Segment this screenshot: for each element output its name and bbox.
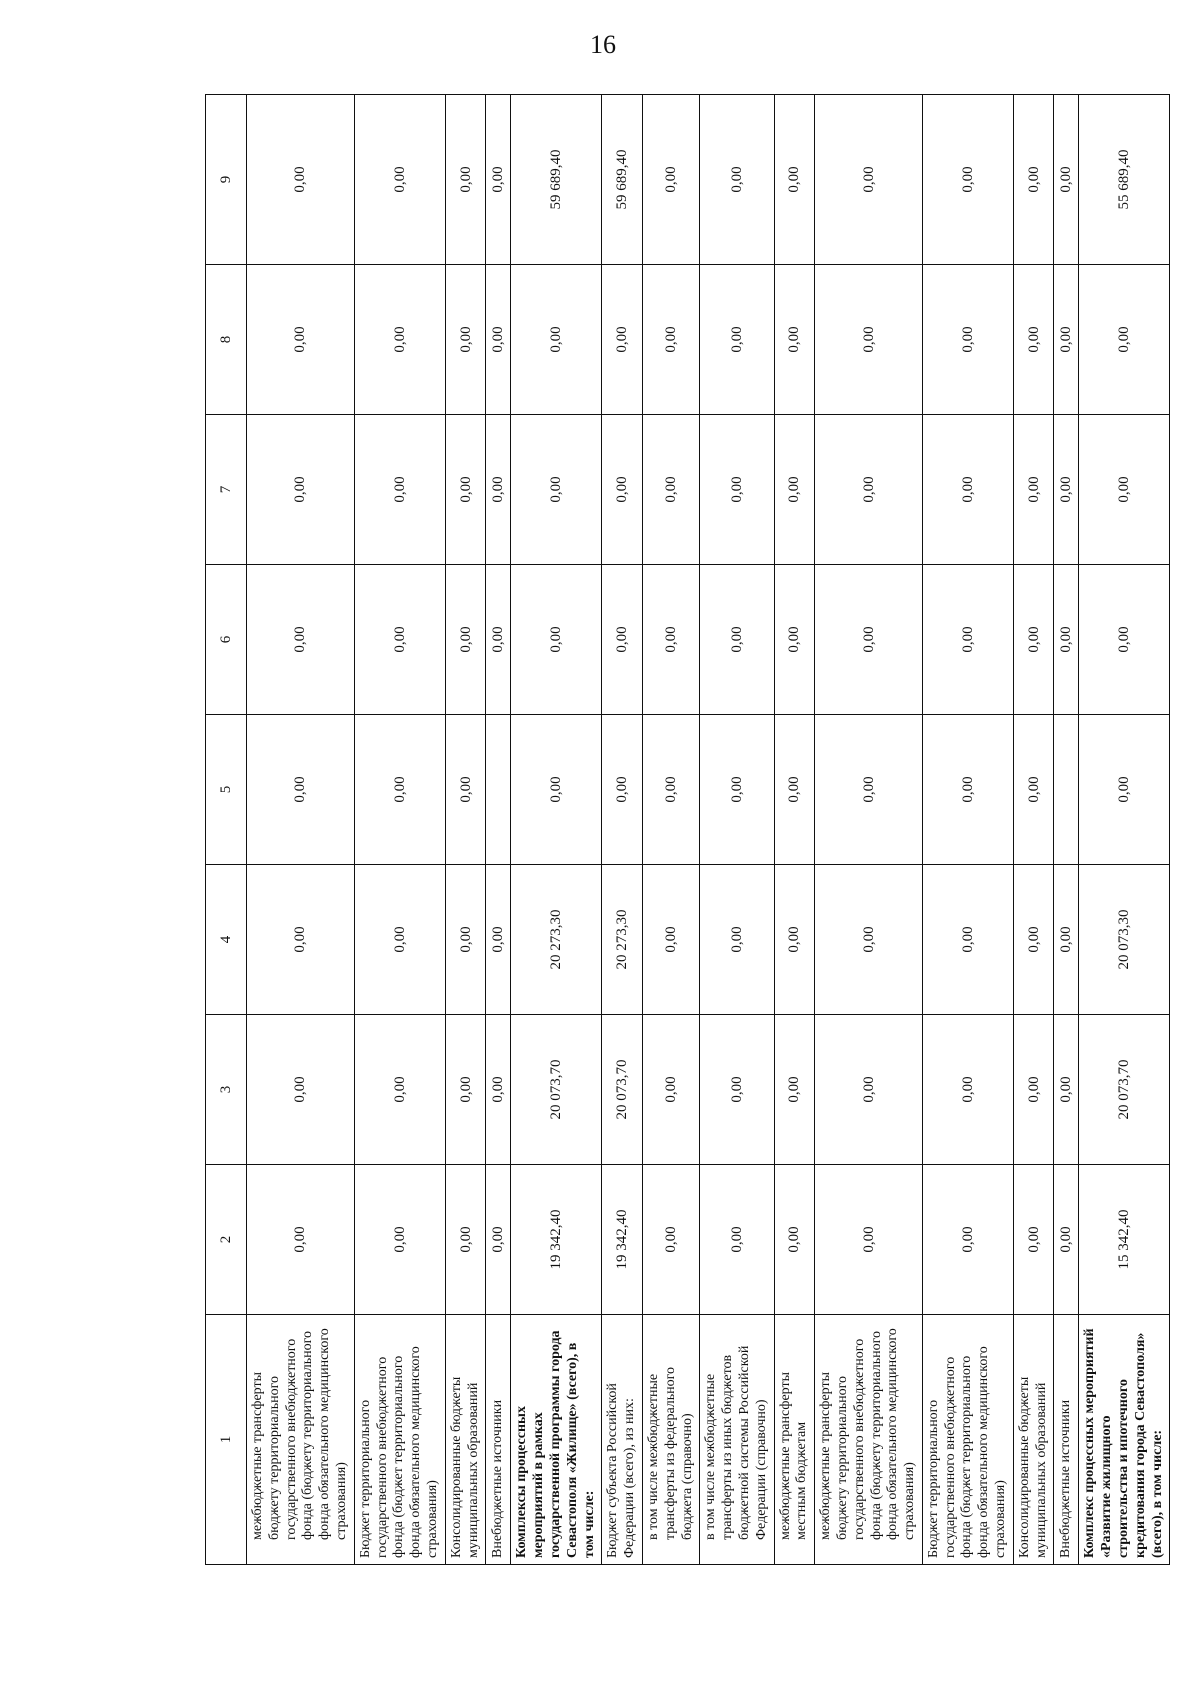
value-cell: 0,00: [247, 565, 355, 715]
value-cell: 0,00: [247, 265, 355, 415]
row-label: Комплексы процессных мероприятий в рамках государственной программы города Севастополя «Жилище» (всего), в том числе:: [511, 1315, 602, 1565]
value-cell: 0,00: [1013, 565, 1054, 715]
row-label: Консолидированные бюджеты муниципальных образований: [445, 1315, 486, 1565]
value-cell: 0,00: [922, 715, 1013, 865]
value-cell: 0,00: [445, 95, 486, 265]
value-cell: 0,00: [445, 415, 486, 565]
row-label: Бюджет территориального государственного внебюджетного фонда (бюджет территориального фонда обязательного медицинского страхования): [922, 1315, 1013, 1565]
value-cell: 0,00: [774, 95, 815, 265]
value-cell: 0,00: [700, 1015, 774, 1165]
table-row: [354, 95, 445, 1565]
value-cell: 0,00: [774, 715, 815, 865]
value-cell: 0,00: [247, 715, 355, 865]
value-cell: 0,00: [815, 1165, 923, 1315]
value-cell: 0,00: [922, 865, 1013, 1015]
value-cell: 0,00: [922, 1165, 1013, 1315]
value-cell: 0,00: [642, 265, 699, 415]
table-row: [700, 95, 774, 1565]
value-cell: 0,00: [486, 565, 511, 715]
value-cell: 0,00: [1013, 865, 1054, 1015]
row-label: в том числе межбюджетные трансферты из федерального бюджета (справочно): [642, 1315, 699, 1565]
value-cell: 0,00: [642, 1165, 699, 1315]
value-cell: 0,00: [922, 415, 1013, 565]
value-cell: 0,00: [354, 1015, 445, 1165]
value-cell: 0,00: [486, 415, 511, 565]
value-cell: 0,00: [511, 415, 602, 565]
table-row: [922, 95, 1013, 1565]
table-row: [247, 95, 355, 1565]
column-header-7: 7: [206, 415, 247, 565]
table-row: [602, 95, 643, 1565]
value-cell: 19 342,40: [511, 1165, 602, 1315]
table-row: [774, 95, 815, 1565]
value-cell: 0,00: [247, 865, 355, 1015]
row-label: межбюджетные трансферты местным бюджетам: [774, 1315, 815, 1565]
rotated-table-container: [205, 95, 1165, 1565]
value-cell: 0,00: [815, 565, 923, 715]
table-row: [1079, 95, 1170, 1565]
value-cell: 0,00: [774, 1015, 815, 1165]
value-cell: 0,00: [1079, 265, 1170, 415]
page-number: 16: [590, 30, 616, 59]
value-cell: 0,00: [922, 1015, 1013, 1165]
column-header-3: 3: [206, 1015, 247, 1165]
value-cell: 15 342,40: [1079, 1165, 1170, 1315]
row-label: Внебюджетные источники: [1054, 1315, 1079, 1565]
value-cell: 0,00: [700, 715, 774, 865]
table-row: [486, 95, 511, 1565]
value-cell: 0,00: [602, 265, 643, 415]
value-cell: 0,00: [815, 715, 923, 865]
value-cell: 19 342,40: [602, 1165, 643, 1315]
value-cell: 0,00: [1013, 415, 1054, 565]
value-cell: 0,00: [815, 415, 923, 565]
value-cell: 0,00: [602, 565, 643, 715]
value-cell: 20 073,70: [511, 1015, 602, 1165]
value-cell: 0,00: [774, 1165, 815, 1315]
value-cell: 0,00: [445, 265, 486, 415]
value-cell: 0,00: [700, 415, 774, 565]
column-header-6: 6: [206, 565, 247, 715]
value-cell: 20 073,30: [1079, 865, 1170, 1015]
row-label: в том числе межбюджетные трансферты из иных бюджетов бюджетной системы Российской Федерации (справочно): [700, 1315, 774, 1565]
value-cell: 0,00: [445, 565, 486, 715]
value-cell: 0,00: [642, 865, 699, 1015]
value-cell: 0,00: [1013, 1015, 1054, 1165]
budget-table: [205, 94, 1170, 1565]
value-cell: 0,00: [1054, 1165, 1079, 1315]
row-label: Бюджет территориального государственного внебюджетного фонда (бюджет территориального фонда обязательного медицинского страхования): [354, 1315, 445, 1565]
column-header-4: 4: [206, 865, 247, 1015]
row-label: Внебюджетные источники: [486, 1315, 511, 1565]
value-cell: [486, 715, 511, 865]
value-cell: 0,00: [922, 265, 1013, 415]
value-cell: 0,00: [642, 1015, 699, 1165]
row-label: межбюджетные трансферты бюджету территориального государственного внебюджетного фонда (бюджету территориального фонда обязательного медицинского страхования): [247, 1315, 355, 1565]
value-cell: 0,00: [354, 865, 445, 1015]
value-cell: 0,00: [815, 1015, 923, 1165]
value-cell: 0,00: [700, 865, 774, 1015]
value-cell: 59 689,40: [602, 95, 643, 265]
row-label: Комплекс процессных мероприятий «Развитие жилищного строительства и ипотечного кредитования города Севастополя» (всего), в том числе:: [1079, 1315, 1170, 1565]
value-cell: 0,00: [1013, 95, 1054, 265]
value-cell: 20 273,30: [602, 865, 643, 1015]
table-row: [511, 95, 602, 1565]
value-cell: 0,00: [815, 265, 923, 415]
value-cell: 0,00: [1079, 715, 1170, 865]
value-cell: 0,00: [486, 865, 511, 1015]
value-cell: 0,00: [354, 265, 445, 415]
value-cell: 0,00: [247, 415, 355, 565]
column-header-2: 2: [206, 1165, 247, 1315]
value-cell: 0,00: [1054, 1015, 1079, 1165]
row-label: Консолидированные бюджеты муниципальных образований: [1013, 1315, 1054, 1565]
table-row: [642, 95, 699, 1565]
value-cell: 0,00: [354, 715, 445, 865]
value-cell: 0,00: [354, 95, 445, 265]
value-cell: 0,00: [1054, 415, 1079, 565]
value-cell: 59 689,40: [511, 95, 602, 265]
value-cell: 0,00: [700, 95, 774, 265]
column-header-5: 5: [206, 715, 247, 865]
value-cell: 0,00: [774, 865, 815, 1015]
value-cell: 0,00: [486, 1015, 511, 1165]
value-cell: 0,00: [1079, 415, 1170, 565]
row-label: Бюджет субъекта Российской Федерации (всего), из них:: [602, 1315, 643, 1565]
value-cell: 0,00: [602, 415, 643, 565]
value-cell: 0,00: [354, 1165, 445, 1315]
value-cell: 0,00: [486, 1165, 511, 1315]
value-cell: 0,00: [445, 1015, 486, 1165]
value-cell: 0,00: [354, 565, 445, 715]
column-header-9: 9: [206, 95, 247, 265]
rotated-table-frame: [205, 95, 1165, 1565]
value-cell: 0,00: [486, 265, 511, 415]
column-header-1: 1: [206, 1315, 247, 1565]
value-cell: 0,00: [642, 415, 699, 565]
value-cell: 0,00: [486, 95, 511, 265]
value-cell: 0,00: [445, 865, 486, 1015]
value-cell: 0,00: [774, 565, 815, 715]
value-cell: [1054, 715, 1079, 865]
column-header-8: 8: [206, 265, 247, 415]
value-cell: 20 073,70: [1079, 1015, 1170, 1165]
value-cell: 0,00: [642, 95, 699, 265]
value-cell: 0,00: [511, 265, 602, 415]
table-row: [1013, 95, 1054, 1565]
value-cell: 20 273,30: [511, 865, 602, 1015]
value-cell: 0,00: [511, 565, 602, 715]
value-cell: 55 689,40: [1079, 95, 1170, 265]
table-row: [815, 95, 923, 1565]
value-cell: 0,00: [247, 1015, 355, 1165]
value-cell: 0,00: [922, 95, 1013, 265]
value-cell: 0,00: [815, 865, 923, 1015]
value-cell: 0,00: [642, 565, 699, 715]
value-cell: 0,00: [445, 715, 486, 865]
value-cell: 0,00: [815, 95, 923, 265]
value-cell: 0,00: [445, 1165, 486, 1315]
value-cell: 0,00: [1054, 565, 1079, 715]
value-cell: 0,00: [247, 95, 355, 265]
table-row: [1054, 95, 1079, 1565]
value-cell: 0,00: [700, 265, 774, 415]
value-cell: 0,00: [700, 1165, 774, 1315]
value-cell: 20 073,70: [602, 1015, 643, 1165]
value-cell: 0,00: [700, 565, 774, 715]
value-cell: 0,00: [1079, 565, 1170, 715]
value-cell: 0,00: [1054, 265, 1079, 415]
value-cell: 0,00: [354, 415, 445, 565]
value-cell: 0,00: [602, 715, 643, 865]
column-header-row: [206, 95, 247, 1565]
value-cell: 0,00: [511, 715, 602, 865]
value-cell: 0,00: [922, 565, 1013, 715]
value-cell: 0,00: [1054, 95, 1079, 265]
row-label: межбюджетные трансферты бюджету территориального государственного внебюджетного фонда (бюджету территориального фонда обязательного медицинского страхования): [815, 1315, 923, 1565]
value-cell: 0,00: [642, 715, 699, 865]
value-cell: 0,00: [1013, 265, 1054, 415]
table-row: [445, 95, 486, 1565]
table-body: [247, 95, 1170, 1565]
value-cell: 0,00: [1013, 715, 1054, 865]
value-cell: 0,00: [247, 1165, 355, 1315]
value-cell: 0,00: [774, 415, 815, 565]
value-cell: 0,00: [1054, 865, 1079, 1015]
value-cell: 0,00: [774, 265, 815, 415]
value-cell: 0,00: [1013, 1165, 1054, 1315]
